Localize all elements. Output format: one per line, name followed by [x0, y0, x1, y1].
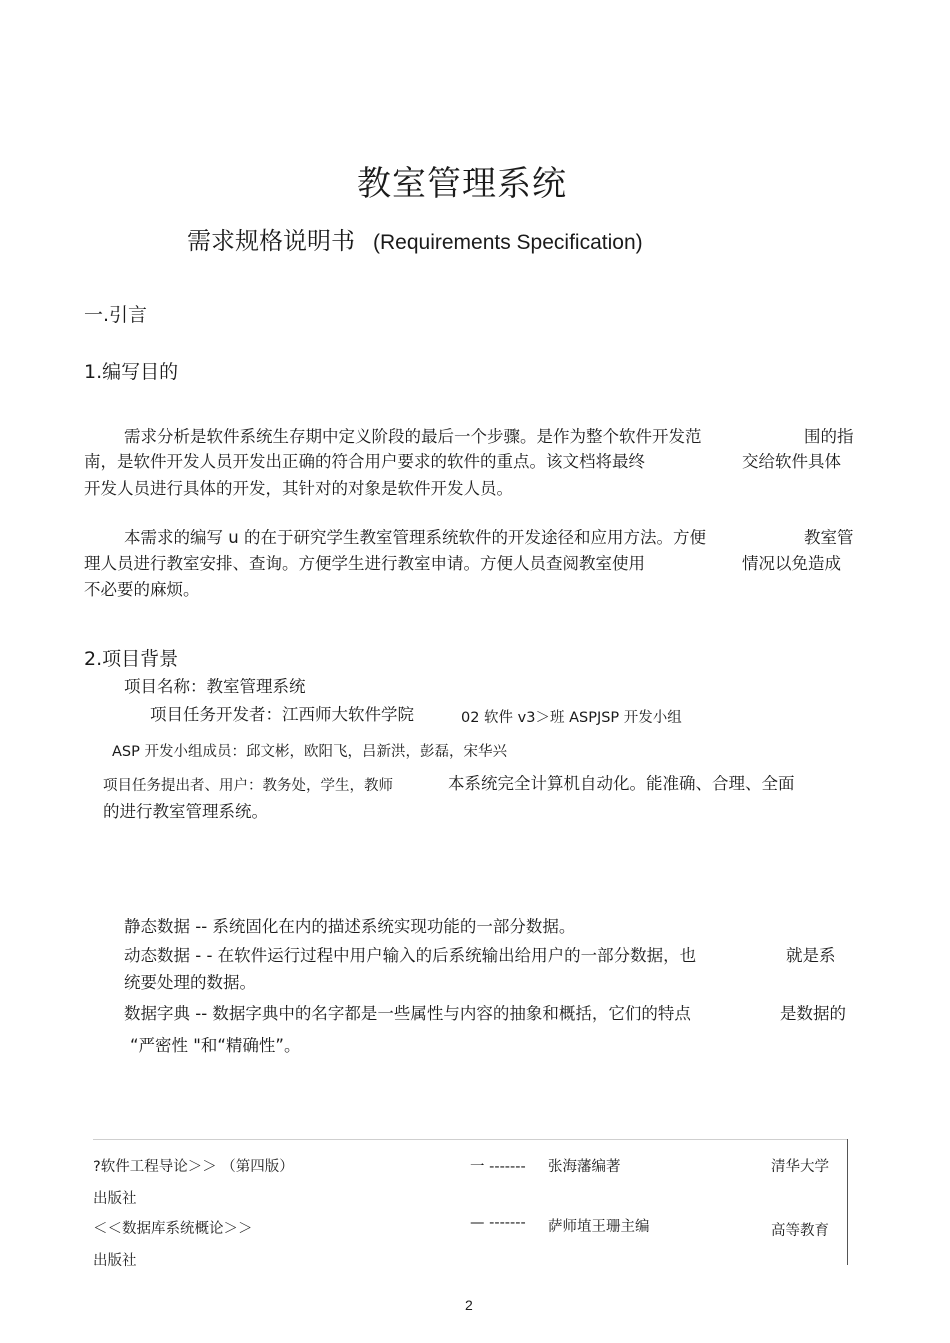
reference-1-dash: 一 -------: [470, 1159, 526, 1175]
reference-2-author: 萨师埴王珊主编: [548, 1219, 650, 1235]
project-proposer: 项目任务提出者、用户：教务处，学生，教师: [103, 778, 393, 794]
definition-dynamic-a: 动态数据 - - 在软件运行过程中用户输入的后系统输出给用户的一部分数据，也: [124, 946, 697, 965]
reference-1-title: ?软件工程导论＞＞ （第四版）: [93, 1159, 294, 1175]
project-developer: 项目任务开发者：江西师大软件学院: [150, 705, 414, 724]
definition-dict-b: 是数据的: [780, 1004, 846, 1023]
definition-dynamic-b: 就是系: [786, 946, 836, 965]
reference-right-rule: [847, 1139, 848, 1265]
document-title: 教室管理系统: [357, 164, 567, 204]
section-heading-intro: 一.引言: [84, 304, 148, 326]
purpose-para1-line1-tail: 围的指: [804, 427, 854, 446]
purpose-para1-line1: 需求分析是软件系统生存期中定义阶段的最后一个步骤。是作为整个软件开发范: [124, 427, 702, 446]
subtitle-en: (Requirements Specification): [373, 231, 643, 254]
subsection-heading-background: 2.项目背景: [84, 648, 179, 670]
reference-1-cont: 出版社: [93, 1191, 137, 1207]
reference-1-publisher: 清华大学: [771, 1159, 829, 1175]
subsection-heading-purpose: 1.编写目的: [84, 361, 179, 383]
reference-2-cont: 出版社: [93, 1253, 137, 1269]
project-goal-b: 的进行教室管理系统。: [103, 802, 268, 821]
reference-1-author: 张海藩编著: [548, 1159, 621, 1175]
definition-static: 静态数据 -- 系统固化在内的描述系统实现功能的一部分数据。: [124, 917, 576, 936]
definition-dynamic-c: 统要处理的数据。: [124, 973, 256, 992]
reference-top-rule: [93, 1139, 847, 1140]
reference-2-dash: — -------: [470, 1215, 526, 1231]
reference-2-title: ＜＜数据库系统概论＞＞: [93, 1221, 253, 1237]
purpose-para2-line2-tail: 情况以免造成: [742, 554, 841, 573]
document-subtitle: [187, 221, 643, 256]
reference-2-publisher: 高等教育: [771, 1223, 829, 1239]
purpose-para1-line2-tail: 交给软件具体: [742, 452, 841, 471]
definition-dict-a: 数据字典 -- 数据字典中的名字都是一些属性与内容的抽象和概括，它们的特点: [124, 1004, 691, 1023]
purpose-para2-line1: 本需求的编写 u 的在于研究学生教室管理系统软件的开发途径和应用方法。方便: [124, 528, 706, 547]
purpose-para2-line1-tail: 教室管: [804, 528, 854, 547]
purpose-para2-line2: 理人员进行教室安排、查询。方便学生进行教室申请。方便人员查阅教室使用: [84, 554, 645, 573]
project-developer-team: 02 软件 v3＞班 ASPJSP 开发小组: [461, 710, 682, 726]
purpose-para1-line2: 南，是软件开发人员开发出正确的符合用户要求的软件的重点。该文档将最终: [84, 452, 645, 471]
project-name: 项目名称：教室管理系统: [124, 677, 306, 696]
project-members: ASP 开发小组成员：邱文彬，欧阳飞，吕新洪，彭磊，宋华兴: [112, 744, 507, 760]
page-number: 2: [465, 1297, 473, 1313]
subtitle-cn: 需求规格说明书: [187, 227, 355, 255]
definition-dict-c: “严密性 "和“精确性”。: [130, 1036, 301, 1055]
purpose-para2-line3: 不必要的麻烦。: [84, 580, 200, 599]
project-goal-a: 本系统完全计算机自动化。能准确、合理、全面: [448, 774, 795, 793]
purpose-para1-line3: 开发人员进行具体的开发，其针对的对象是软件开发人员。: [84, 479, 513, 498]
